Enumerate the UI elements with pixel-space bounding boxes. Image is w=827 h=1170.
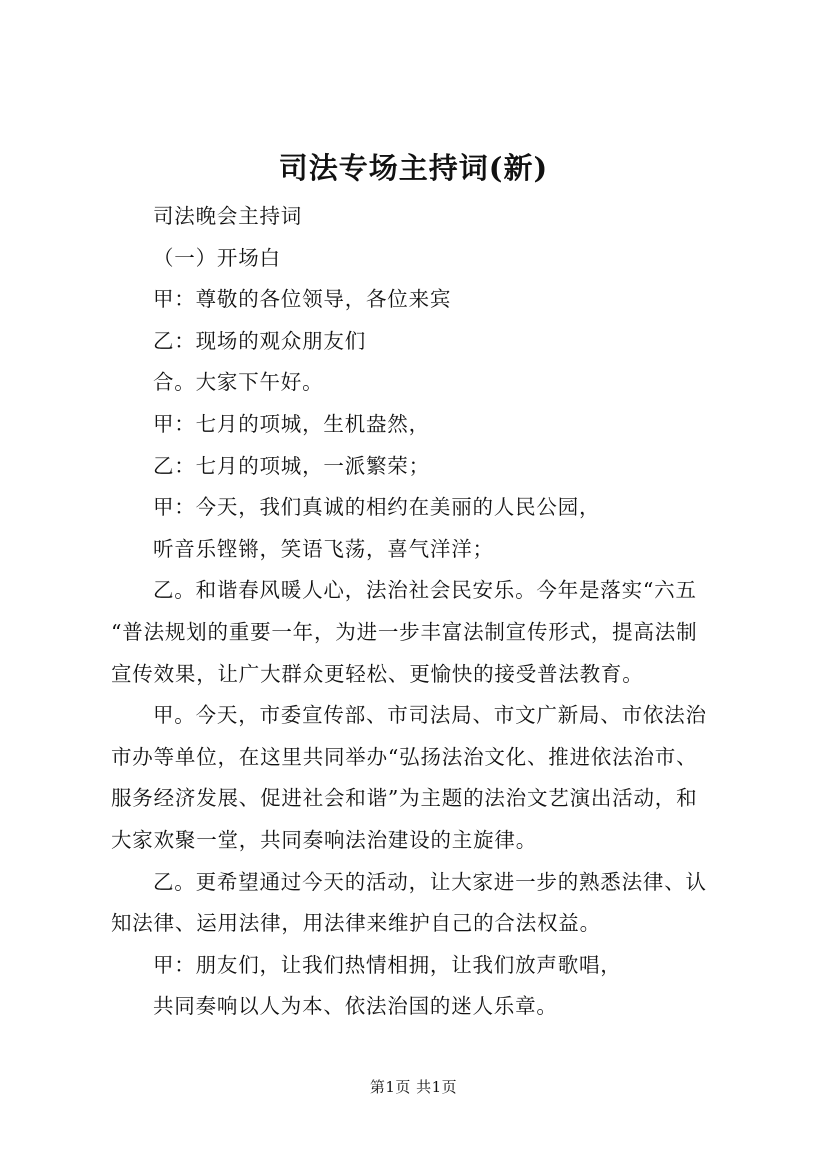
paragraph-line: 市办等单位，在这里共同举办“弘扬法治文化、推进依法治市、 <box>111 744 698 769</box>
paragraph-line: 甲。今天，市委宣传部、市司法局、市文广新局、市依法治 <box>153 703 707 728</box>
paragraph-line: 乙：现场的观众朋友们 <box>153 328 366 353</box>
paragraph-line: 共同奏响以人为本、依法治国的迷人乐章。 <box>153 994 558 1019</box>
paragraph-line: 甲：今天，我们真诚的相约在美丽的人民公园， <box>153 495 601 520</box>
paragraph-line: 大家欢聚一堂，共同奏响法治建设的主旋律。 <box>111 827 537 852</box>
paragraph-line: 乙：七月的项城，一派繁荣； <box>153 453 430 478</box>
paragraph-line: 甲：七月的项城，生机盎然， <box>153 411 430 436</box>
paragraph-line: 乙。和谐春风暖人心，法治社会民安乐。今年是落实“六五 <box>153 578 697 603</box>
paragraph-line: （一）开场白 <box>153 245 281 270</box>
paragraph-line: 司法晚会主持词 <box>153 204 303 228</box>
paragraph-line: 乙。更希望通过今天的活动，让大家进一步的熟悉法律、认 <box>153 869 707 894</box>
paragraph-line: 合。大家下午好。 <box>153 370 324 395</box>
paragraph-line: 服务经济发展、促进社会和谐”为主题的法治文艺演出活动，和 <box>111 786 698 811</box>
document-title: 司法专场主持词(新) <box>278 151 549 185</box>
page-number-footer: 第1页 共1页 <box>369 1078 458 1096</box>
paragraph-line: 知法律、运用法律，用法律来维护自己的合法权益。 <box>111 911 601 936</box>
paragraph-line: “普法规划的重要一年，为进一步丰富法制宣传形式，提高法制 <box>111 619 698 644</box>
paragraph-line: 甲：尊敬的各位领导，各位来宾 <box>153 287 452 312</box>
paragraph-line: 宣传效果，让广大群众更轻松、更愉快的接受普法教育。 <box>111 661 644 686</box>
paragraph-line: 甲：朋友们，让我们热情相拥，让我们放声歌唱， <box>153 952 622 977</box>
document-body <box>111 196 727 1028</box>
paragraph-line: 听音乐铿锵，笑语飞荡，喜气洋洋； <box>153 536 494 561</box>
